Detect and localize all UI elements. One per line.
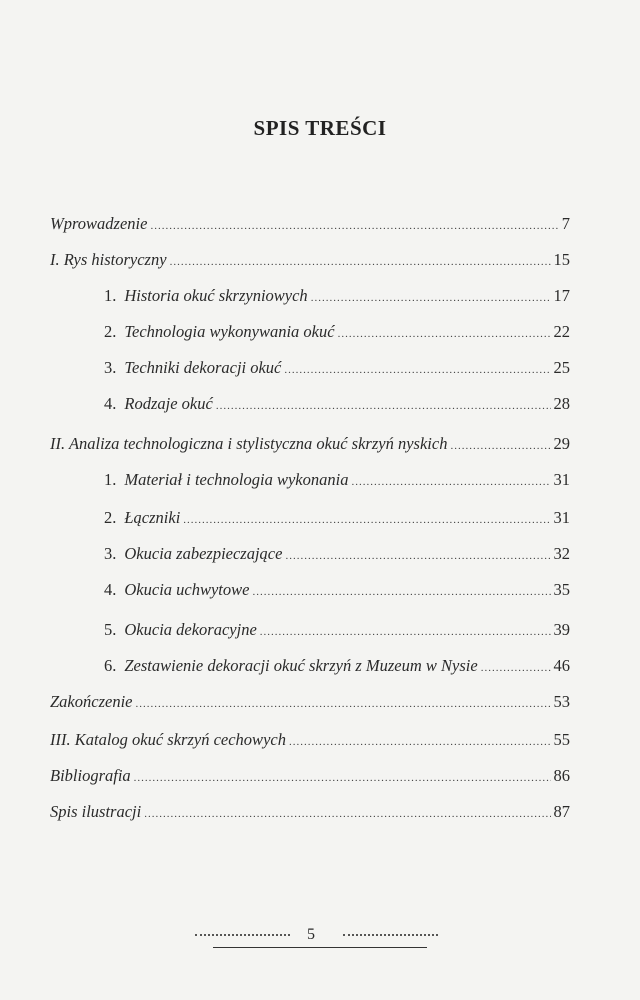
toc-entry (104, 394, 570, 418)
entry-page: 29 (553, 434, 570, 453)
entry-page: 87 (553, 802, 570, 821)
entry-label: Historia okuć skrzyniowych (124, 286, 308, 305)
entry-page: 31 (553, 470, 570, 489)
entry-number: 5. (104, 620, 117, 639)
footer-rule (213, 947, 427, 948)
toc-entry (104, 656, 570, 680)
entry-page: 28 (553, 394, 570, 413)
entry-label: Wprowadzenie (50, 214, 148, 233)
entry-page: 17 (553, 286, 570, 305)
entry-page: 53 (553, 692, 570, 711)
entry-page: 32 (553, 544, 570, 563)
entry-label: Okucia uchwytowe (124, 580, 250, 599)
toc-entry (104, 580, 570, 604)
toc-entry (104, 544, 570, 568)
toc-entry (104, 322, 570, 346)
entry-label: Okucia dekoracyjne (124, 620, 257, 639)
dot-leader (285, 550, 550, 562)
dot-leader (252, 586, 550, 598)
entry-number: 4. (104, 580, 117, 599)
dot-leader (183, 514, 550, 526)
entry-number: 1. (104, 470, 117, 489)
footer-dots-right (343, 934, 438, 936)
dot-leader (481, 662, 551, 674)
entry-label: Zakończenie (50, 692, 133, 711)
toc-entry (104, 286, 570, 310)
entry-label: II. Analiza technologiczna i stylistyczna okuć skrzyń nyskich (50, 434, 448, 453)
entry-label: Łączniki (124, 508, 181, 527)
dot-leader (134, 772, 551, 784)
entry-label: Technologia wykonywania okuć (124, 322, 335, 341)
dot-leader (135, 698, 550, 710)
toc-entry (50, 802, 570, 826)
dot-leader (289, 736, 551, 748)
dot-leader (284, 364, 550, 376)
entry-number: 2. (104, 508, 117, 527)
dot-leader (144, 808, 550, 820)
entry-label: Materiał i technologia wykonania (124, 470, 349, 489)
entry-label: III. Katalog okuć skrzyń cechowych (50, 730, 286, 749)
dot-leader (150, 220, 558, 232)
dot-leader (216, 400, 551, 412)
entry-number: 3. (104, 358, 117, 377)
toc-entry (50, 730, 570, 754)
page-number: 5 (307, 926, 315, 943)
toc-entry (104, 620, 570, 644)
entry-label: I. Rys historyczny (50, 250, 167, 269)
entry-label: Zestawienie dekoracji okuć skrzyń z Muzeum w Nysie (124, 656, 478, 675)
entry-label: Rodzaje okuć (124, 394, 213, 413)
entry-page: 15 (553, 250, 570, 269)
toc-entry (104, 358, 570, 382)
toc-entry (104, 470, 570, 494)
toc-entry (104, 508, 570, 532)
entry-page: 35 (553, 580, 570, 599)
entry-page: 86 (553, 766, 570, 785)
entry-label: Bibliografia (50, 766, 131, 785)
toc-entry (50, 250, 570, 274)
entry-number: 6. (104, 656, 117, 675)
dot-leader (311, 292, 551, 304)
toc-entry (50, 214, 570, 238)
dot-leader (450, 440, 550, 452)
dot-leader (170, 256, 551, 268)
entry-label: Okucia zabezpieczające (124, 544, 283, 563)
entry-label: Spis ilustracji (50, 802, 142, 821)
toc-entry (50, 434, 570, 458)
entry-number: 4. (104, 394, 117, 413)
entry-label: Techniki dekoracji okuć (124, 358, 282, 377)
page-title: SPIS TREŚCI (253, 116, 387, 140)
toc-entry (50, 692, 570, 716)
page-footer (195, 928, 440, 952)
entry-page: 39 (553, 620, 570, 639)
entry-page: 7 (561, 214, 570, 233)
entry-page: 22 (553, 322, 570, 341)
entry-number: 2. (104, 322, 117, 341)
dot-leader (338, 328, 551, 340)
dot-leader (260, 626, 551, 638)
entry-page: 25 (553, 358, 570, 377)
entry-number: 1. (104, 286, 117, 305)
entry-number: 3. (104, 544, 117, 563)
dot-leader (351, 476, 550, 488)
entry-page: 46 (553, 656, 570, 675)
toc-entry (50, 766, 570, 790)
footer-dots-left (195, 934, 290, 936)
entry-page: 31 (553, 508, 570, 527)
entry-page: 55 (553, 730, 570, 749)
